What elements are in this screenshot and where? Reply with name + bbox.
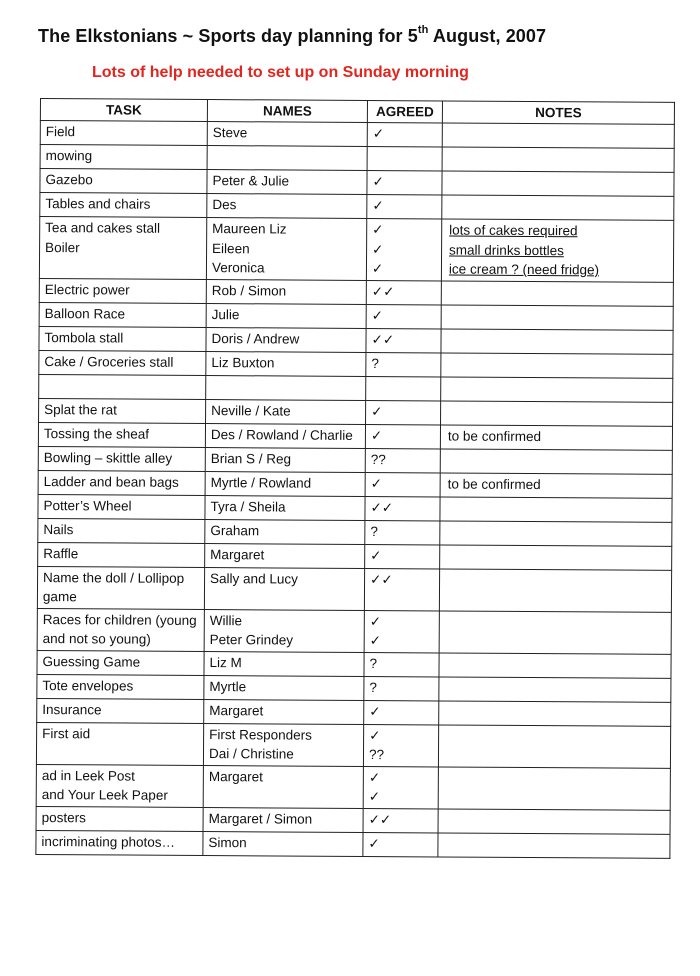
task-cell	[36, 722, 203, 765]
task-text: Nails	[43, 521, 74, 537]
task-text: posters	[41, 809, 86, 825]
names-cell	[204, 675, 364, 700]
names-text: Myrtle	[209, 678, 247, 694]
task-cell	[37, 698, 204, 723]
notes-cell	[439, 676, 671, 701]
task-cell	[36, 806, 203, 831]
task-cell	[38, 494, 205, 519]
agreed-cell	[366, 328, 441, 352]
agreed-mark: ✓	[370, 547, 382, 563]
agreed-mark: ✓✓	[371, 331, 395, 347]
agreed-mark: ✓	[372, 126, 385, 142]
agreed-mark: ✓	[368, 789, 381, 805]
agreed-mark: ✓	[368, 769, 381, 785]
agreed-mark: ✓✓	[370, 499, 394, 515]
notes-cell	[441, 219, 673, 282]
notes-cell	[440, 448, 672, 473]
names-cell	[204, 651, 364, 676]
task-text: Tea and cakes stall	[45, 220, 161, 236]
agreed-mark: ✓	[372, 222, 384, 238]
table-row	[37, 566, 671, 612]
task-text: Bowling – skittle alley	[43, 449, 173, 466]
column-header-names: NAMES	[207, 100, 367, 123]
names-cell	[206, 218, 366, 280]
notes-cell	[439, 700, 671, 725]
names-text: Sally and Lucy	[210, 570, 298, 587]
notes-cell	[441, 400, 673, 425]
task-text: Balloon Race	[44, 305, 126, 322]
names-cell	[203, 765, 363, 808]
task-cell	[36, 830, 203, 855]
title-superscript: th	[417, 24, 429, 36]
agreed-mark: ✓	[370, 475, 383, 491]
notes-cell	[438, 808, 670, 833]
task-text: mowing	[45, 148, 93, 164]
table-header-row	[40, 99, 674, 125]
agreed-mark: ?	[371, 355, 379, 371]
agreed-cell	[365, 520, 440, 544]
notes-text: ice cream ? (need fridge)	[448, 261, 600, 278]
notes-cell	[441, 328, 673, 353]
task-text: Name the doll / Lollipop game	[42, 569, 185, 605]
agreed-cell	[363, 766, 438, 808]
task-text: Tote envelopes	[42, 677, 134, 694]
notes-cell	[442, 123, 674, 148]
table-row	[36, 764, 670, 810]
agreed-cell	[366, 280, 441, 304]
agreed-cell	[363, 808, 438, 832]
agreed-mark: ✓	[369, 703, 381, 719]
agreed-cell	[366, 304, 441, 328]
task-cell	[39, 374, 206, 399]
task-cell	[37, 674, 204, 699]
task-text: incriminating photos…	[41, 833, 176, 850]
agreed-cell	[364, 700, 439, 724]
names-text: Steve	[212, 125, 248, 141]
notes-text: to be confirmed	[447, 427, 542, 444]
task-cell	[38, 518, 205, 543]
task-cell	[38, 422, 205, 447]
agreed-cell	[367, 146, 442, 170]
task-cell	[37, 650, 204, 675]
notes-text: to be confirmed	[447, 475, 541, 492]
agreed-mark: ✓	[369, 727, 381, 743]
task-text: and Your Leek Paper	[41, 787, 168, 803]
names-text: Liz Buxton	[211, 354, 275, 370]
task-text: Raffle	[43, 545, 79, 561]
agreed-mark: ✓✓	[370, 571, 393, 587]
names-cell	[206, 279, 366, 304]
task-text: Splat the rat	[44, 401, 117, 417]
names-cell	[207, 122, 367, 147]
agreed-mark: ✓	[368, 835, 380, 851]
agreed-cell	[364, 568, 439, 610]
notes-cell	[441, 376, 673, 401]
agreed-mark: ?	[370, 523, 378, 539]
table-row	[36, 830, 670, 858]
agreed-cell	[366, 218, 441, 280]
task-cell	[39, 302, 206, 327]
agreed-cell	[366, 376, 441, 400]
notes-cell	[441, 304, 673, 329]
agreed-cell	[366, 352, 441, 376]
names-text: Neville / Kate	[211, 402, 291, 419]
names-text: Graham	[210, 522, 260, 538]
names-cell	[203, 831, 363, 856]
agreed-cell	[365, 496, 440, 520]
names-cell	[206, 303, 366, 328]
names-cell	[205, 471, 365, 496]
task-text: First aid	[42, 725, 91, 741]
task-text: Cake / Groceries stall	[44, 353, 174, 370]
agreed-cell	[366, 400, 441, 424]
names-cell	[205, 495, 365, 520]
agreed-cell	[364, 652, 439, 676]
agreed-mark: ✓	[371, 307, 384, 323]
notes-cell	[440, 424, 672, 449]
task-text: Ladder and bean bags	[43, 473, 179, 490]
agreed-mark: ✓	[372, 174, 384, 190]
names-cell	[205, 447, 365, 472]
names-text: Maureen Liz	[212, 221, 287, 237]
task-cell	[36, 764, 203, 807]
page-subtitle: Lots of help needed to set up on Sunday morning	[92, 64, 469, 81]
task-text: Races for children (young and not so young)	[42, 611, 197, 647]
names-cell	[207, 170, 367, 195]
notes-cell	[440, 544, 672, 569]
names-text: Des / Rowland / Charlie	[210, 426, 353, 443]
notes-cell	[440, 520, 672, 545]
agreed-cell	[365, 448, 440, 472]
notes-cell	[439, 652, 671, 677]
agreed-mark: ??	[368, 747, 385, 763]
task-text: Boiler	[45, 239, 80, 255]
task-cell	[39, 217, 206, 280]
names-text: Eileen	[212, 240, 250, 256]
names-text: Des	[212, 197, 237, 213]
names-text: Liz M	[209, 654, 242, 670]
agreed-cell	[363, 724, 438, 766]
names-cell	[204, 567, 364, 610]
agreed-mark: ?	[369, 679, 377, 695]
names-text: Margaret	[210, 546, 265, 562]
agreed-cell	[367, 123, 442, 147]
task-cell	[38, 470, 205, 495]
task-text: ad in Leek Post	[41, 767, 135, 784]
agreed-mark: ✓✓	[371, 283, 395, 299]
notes-cell	[441, 280, 673, 305]
agreed-mark: ✓	[371, 403, 383, 419]
agreed-mark: ??	[370, 451, 386, 467]
names-cell	[206, 399, 366, 424]
names-text: Veronica	[211, 260, 265, 276]
names-text: Myrtle / Rowland	[210, 474, 312, 491]
notes-cell	[438, 832, 670, 857]
task-cell	[40, 193, 207, 218]
task-cell	[40, 121, 207, 146]
names-text: Dai / Christine	[208, 746, 294, 762]
notes-cell	[442, 147, 674, 172]
task-cell	[37, 566, 204, 609]
agreed-mark: ✓	[371, 261, 384, 277]
names-text: Doris / Andrew	[211, 330, 300, 347]
planning-table	[35, 98, 675, 858]
names-cell	[206, 351, 366, 376]
names-text: Rob / Simon	[211, 282, 287, 299]
task-cell	[39, 398, 206, 423]
task-cell	[39, 326, 206, 351]
table-body	[36, 121, 674, 858]
names-text: Peter & Julie	[212, 173, 290, 189]
names-cell	[203, 807, 363, 832]
notes-cell	[440, 496, 672, 521]
table-row	[39, 217, 673, 282]
agreed-mark: ✓	[369, 633, 382, 649]
agreed-cell	[365, 544, 440, 568]
task-cell	[38, 446, 205, 471]
names-cell	[204, 699, 364, 724]
task-cell	[39, 278, 206, 303]
notes-cell	[439, 610, 671, 653]
names-text: Brian S / Reg	[210, 450, 292, 467]
task-text: Guessing Game	[42, 653, 141, 670]
names-cell	[206, 327, 366, 352]
task-cell	[40, 145, 207, 170]
notes-cell	[438, 766, 670, 809]
notes-cell	[441, 352, 673, 377]
task-text: Field	[45, 124, 76, 140]
names-text: First Responders	[209, 726, 312, 743]
names-text: Margaret / Simon	[208, 810, 313, 827]
agreed-mark: ✓	[372, 241, 384, 257]
names-text: Julie	[211, 306, 240, 322]
agreed-mark: ✓	[369, 613, 382, 629]
names-cell	[205, 423, 365, 448]
task-text: Insurance	[42, 701, 102, 717]
task-text: Tossing the sheaf	[43, 425, 150, 442]
notes-text: lots of cakes required	[449, 222, 578, 239]
task-text: Gazebo	[45, 172, 93, 188]
column-header-task: TASK	[40, 99, 207, 122]
agreed-cell	[365, 472, 440, 496]
task-cell	[37, 608, 204, 651]
table-row	[36, 722, 670, 768]
task-cell	[38, 542, 205, 567]
task-cell	[39, 350, 206, 375]
task-text: Electric power	[44, 281, 130, 298]
names-cell	[206, 375, 366, 400]
title-main: The Elkstonians ~ Sports day planning for 5	[38, 26, 418, 46]
agreed-mark: ✓	[372, 198, 384, 214]
notes-cell	[438, 724, 670, 767]
names-cell	[205, 543, 365, 568]
names-text: Tyra / Sheila	[210, 498, 286, 515]
names-text: Margaret	[208, 768, 263, 784]
table-row	[37, 608, 671, 654]
agreed-cell	[363, 832, 438, 856]
agreed-cell	[367, 170, 442, 194]
task-text: Tombola stall	[44, 329, 124, 346]
names-cell	[203, 723, 363, 766]
page-title	[38, 26, 546, 47]
column-header-notes: NOTES	[442, 101, 674, 124]
agreed-cell	[364, 610, 439, 652]
task-cell	[40, 169, 207, 194]
names-text: Willie	[209, 612, 243, 628]
agreed-cell	[365, 424, 440, 448]
notes-text: small drinks bottles	[449, 242, 564, 258]
names-cell	[207, 194, 367, 219]
task-text: Potter’s Wheel	[43, 497, 132, 514]
notes-cell	[439, 568, 671, 611]
names-cell	[207, 146, 367, 171]
title-date: August, 2007	[428, 26, 547, 46]
notes-cell	[442, 195, 674, 220]
task-text: Tables and chairs	[45, 196, 151, 212]
agreed-mark: ?	[369, 655, 378, 671]
notes-cell	[442, 171, 674, 196]
agreed-cell	[367, 194, 442, 218]
names-text: Peter Grindey	[209, 632, 294, 648]
column-header-agreed: AGREED	[367, 101, 442, 123]
agreed-cell	[364, 676, 439, 700]
notes-cell	[440, 472, 672, 497]
agreed-mark: ✓✓	[368, 811, 392, 827]
names-text: Simon	[208, 834, 247, 850]
agreed-mark: ✓	[370, 427, 383, 443]
names-text: Margaret	[209, 702, 264, 718]
names-cell	[205, 519, 365, 544]
names-cell	[204, 609, 364, 652]
